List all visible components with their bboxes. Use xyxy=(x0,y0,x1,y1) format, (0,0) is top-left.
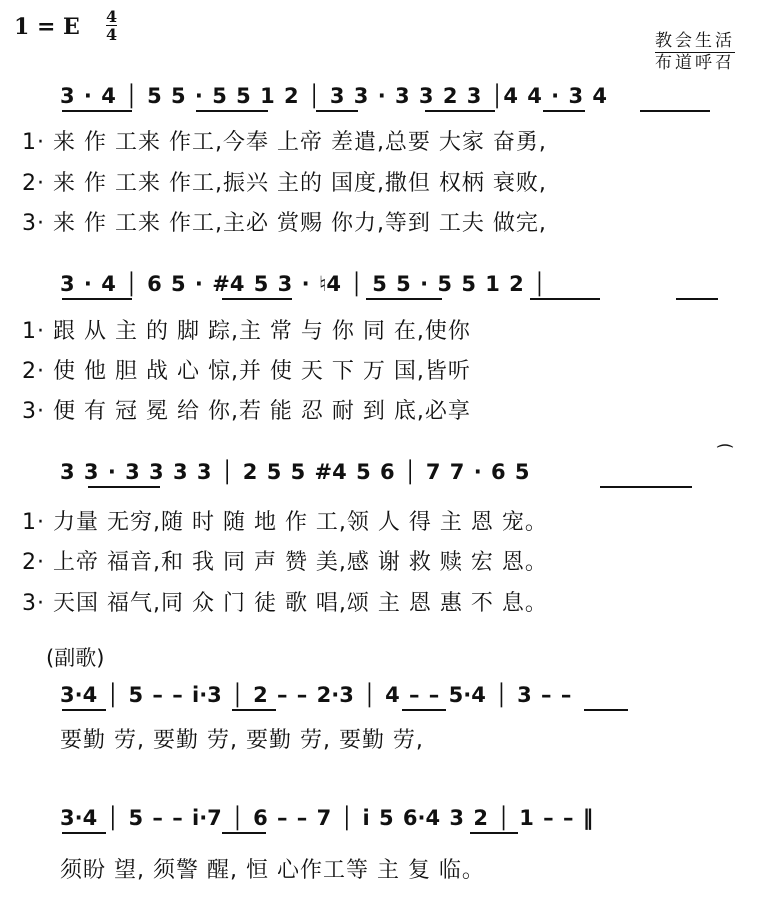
key-signature: 1 = E xyxy=(14,14,80,40)
beam-underline xyxy=(676,298,718,300)
beam-underline xyxy=(62,832,106,834)
notation-line-2: 3 · 4 │ 6 5 · #4 5 3 · ♮4 │ 5 5 · 5 5 1 2 │ xyxy=(60,272,546,296)
beam-underline xyxy=(222,298,292,300)
notation-line-3: 3 3 · 3 3 3 3 │ 2 5 5 #4 5 6 │ 7 7 · 6 5 xyxy=(60,460,530,484)
subcategory-label: 布道呼召 xyxy=(655,53,735,73)
time-signature-top: 4 xyxy=(106,7,118,26)
beam-underline xyxy=(62,110,132,112)
beam-underline xyxy=(62,709,106,711)
chorus-lyric-line-2: 须盼 望, 须警 醒, 恒 心作工等 主 复 临。 xyxy=(60,858,485,883)
beam-underline xyxy=(470,832,518,834)
beam-underline xyxy=(402,709,446,711)
beam-underline xyxy=(222,832,266,834)
verse-1-line-3: 1· 力量 无穷,随 时 随 地 作 工,领 人 得 主 恩 宠。 xyxy=(22,510,548,535)
fermata-icon: ⌒ xyxy=(717,443,734,462)
chorus-label: (副歌) xyxy=(46,646,105,670)
chorus-notation-line-2: 3·4 │ 5 – – i·7 │ 6 – – 7 │ i 5 6·4 3 2 │ 1 – – ‖ xyxy=(60,806,594,830)
beam-underline xyxy=(425,110,495,112)
chorus-notation-line-1: 3·4 │ 5 – – i·3 │ 2 – – 2·3 │ 4 – – 5·4 │ 3 – – xyxy=(60,683,572,707)
verse-2-line-1: 2· 来 作 工来 作工,振兴 主的 国度,撒但 权柄 衰败, xyxy=(22,171,547,196)
beam-underline xyxy=(88,486,160,488)
beam-underline xyxy=(316,110,358,112)
chorus-lyric-line-1: 要勤 劳, 要勤 劳, 要勤 劳, 要勤 劳, xyxy=(60,728,424,753)
verse-2-line-2: 2· 使 他 胆 战 心 惊,并 使 天 下 万 国,皆听 xyxy=(22,359,471,384)
verse-3-line-3: 3· 天国 福气,同 众 门 徒 歌 唱,颂 主 恩 惠 不 息。 xyxy=(22,591,548,616)
beam-underline xyxy=(530,298,600,300)
verse-1-line-1: 1· 来 作 工来 作工,今奉 上帝 差遣,总要 大家 奋勇, xyxy=(22,130,547,155)
beam-underline xyxy=(196,110,268,112)
verse-1-line-2: 1· 跟 从 主 的 脚 踪,主 常 与 你 同 在,使你 xyxy=(22,319,471,344)
time-signature xyxy=(106,8,117,43)
beam-underline xyxy=(232,709,276,711)
verse-2-line-3: 2· 上帝 福音,和 我 同 声 赞 美,感 谢 救 赎 宏 恩。 xyxy=(22,550,548,575)
notation-line-1: 3 · 4 │ 5 5 · 5 5 1 2 │ 3 3 · 3 3 2 3 │4 4 · 3 4 xyxy=(60,84,608,108)
category-label: 教会生活 xyxy=(655,26,735,53)
beam-underline xyxy=(600,486,692,488)
beam-underline xyxy=(543,110,585,112)
beam-underline xyxy=(62,298,132,300)
beam-underline xyxy=(366,298,442,300)
beam-underline xyxy=(640,110,710,112)
verse-3-line-2: 3· 便 有 冠 冕 给 你,若 能 忍 耐 到 底,必享 xyxy=(22,399,471,424)
time-signature-bottom: 4 xyxy=(106,25,118,44)
beam-underline xyxy=(584,709,628,711)
verse-3-line-1: 3· 来 作 工来 作工,主必 赏赐 你力,等到 工夫 做完, xyxy=(22,211,547,236)
